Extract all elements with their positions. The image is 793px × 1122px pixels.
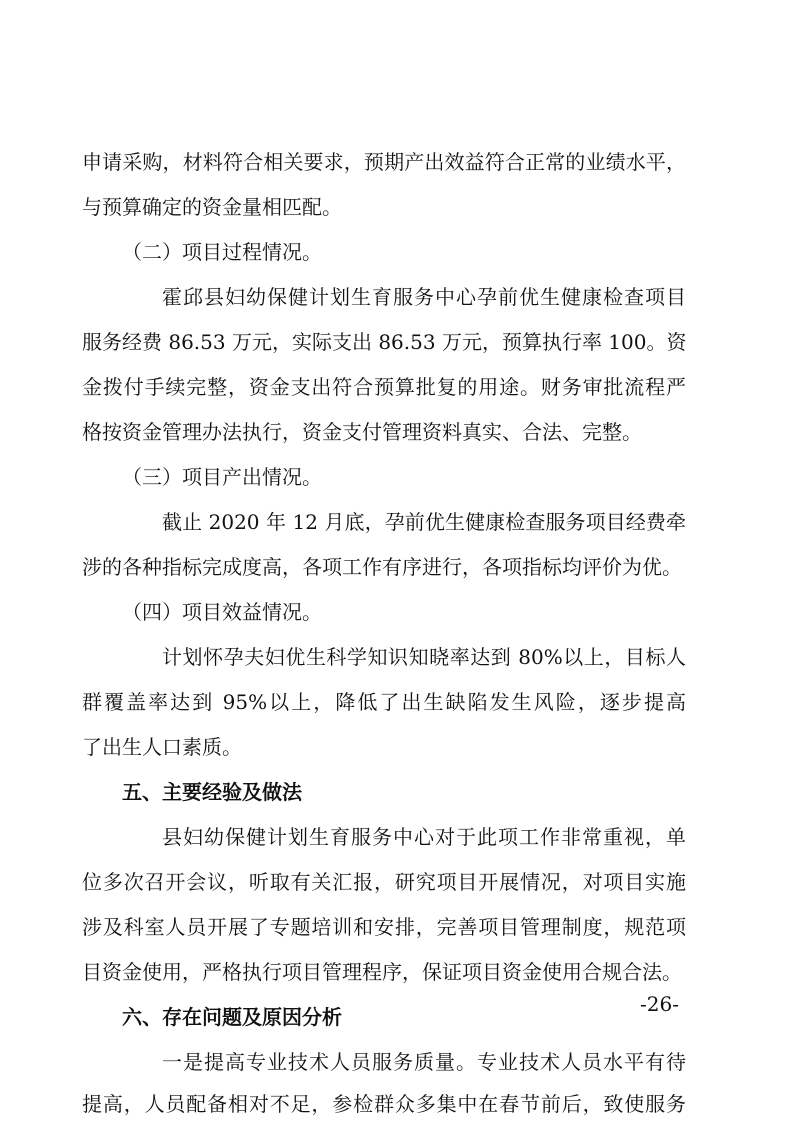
paragraph-line: 涉的各种指标完成度高，各项工作有序进行，各项指标均评价为优。: [82, 555, 682, 579]
paragraph-line: 服务经费 86.53 万元，实际支出 86.53 万元，预算执行率 100。资: [82, 330, 687, 354]
paragraph-line: 一是提高专业技术人员服务质量。专业技术人员水平有待: [162, 1050, 686, 1074]
paragraph-line: 目资金使用，严格执行项目管理程序，保证项目资金使用合规合法。: [82, 960, 682, 984]
paragraph-line: 位多次召开会议，听取有关汇报，研究项目开展情况，对项目实施: [82, 870, 686, 894]
paragraph-line: 截止 2020 年 12 月底，孕前优生健康检查服务项目经费牵: [162, 510, 686, 534]
paragraph-line: 县妇幼保健计划生育服务中心对于此项工作非常重视，单: [162, 825, 686, 849]
section-heading-problems: 六、存在问题及原因分析: [122, 1005, 342, 1029]
section-heading-process: （二）项目过程情况。: [122, 240, 322, 264]
paragraph-line: 群覆盖率达到 95%以上，降低了出生缺陷发生风险，逐步提高: [82, 690, 686, 714]
page-number: -26-: [640, 992, 679, 1016]
paragraph-line: 申请采购，材料符合相关要求，预期产出效益符合正常的业绩水平，: [82, 150, 686, 174]
section-heading-experience: 五、主要经验及做法: [122, 780, 302, 804]
paragraph-line: 提高，人员配备相对不足，参检群众多集中在春节前后，致使服务: [82, 1092, 686, 1116]
paragraph-line: 霍邱县妇幼保健计划生育服务中心孕前优生健康检查项目: [162, 285, 686, 309]
section-heading-output: （三）项目产出情况。: [122, 465, 322, 489]
paragraph-line: 涉及科室人员开展了专题培训和安排，完善项目管理制度，规范项: [82, 915, 686, 939]
paragraph-line: 格按资金管理办法执行，资金支付管理资料真实、合法、完整。: [82, 420, 642, 444]
paragraph-line: 计划怀孕夫妇优生科学知识知晓率达到 80%以上，目标人: [162, 645, 686, 669]
section-heading-benefit: （四）项目效益情况。: [122, 600, 322, 624]
paragraph-line: 与预算确定的资金量相匹配。: [82, 195, 342, 219]
paragraph-line: 金拨付手续完整，资金支出符合预算批复的用途。财务审批流程严: [82, 375, 686, 399]
paragraph-line: 了出生人口素质。: [82, 735, 242, 759]
